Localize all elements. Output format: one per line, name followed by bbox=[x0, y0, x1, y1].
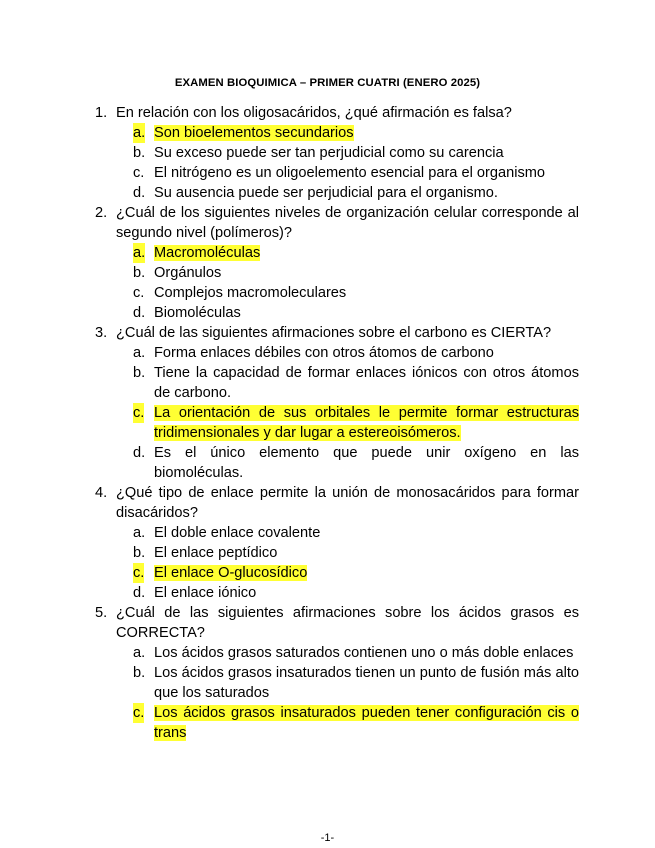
option-list bbox=[116, 343, 579, 483]
option-text: Los ácidos grasos saturados contienen uno o más doble enlaces bbox=[154, 645, 574, 661]
option-letter: b. bbox=[133, 545, 146, 561]
option-letter: c. bbox=[133, 565, 145, 581]
option-text: Tiene la capacidad de formar enlaces iónicos con otros átomos de carbono. bbox=[154, 365, 579, 401]
question-number: 1. bbox=[95, 105, 108, 121]
answer-option bbox=[133, 663, 579, 703]
answer-option bbox=[133, 303, 579, 323]
option-text: Macromoléculas bbox=[154, 245, 261, 261]
answer-option bbox=[133, 163, 579, 183]
option-text: Biomoléculas bbox=[154, 305, 241, 321]
question-text: ¿Cuál de las siguientes afirmaciones sobre los ácidos grasos es CORRECTA? bbox=[116, 605, 579, 641]
option-text: Son bioelementos secundarios bbox=[154, 125, 354, 141]
highlighted-answer-option bbox=[133, 563, 579, 583]
option-letter: b. bbox=[133, 265, 146, 281]
question-number: 4. bbox=[95, 485, 108, 501]
option-letter: c. bbox=[133, 705, 145, 721]
answer-option bbox=[133, 263, 579, 283]
question-number: 3. bbox=[95, 325, 108, 341]
question-number: 5. bbox=[95, 605, 108, 621]
option-letter: a. bbox=[133, 345, 146, 361]
option-letter: a. bbox=[133, 525, 146, 541]
option-letter: b. bbox=[133, 365, 146, 381]
option-letter: d. bbox=[133, 185, 146, 201]
answer-option bbox=[133, 443, 579, 483]
question-4 bbox=[95, 483, 579, 603]
answer-option bbox=[133, 583, 579, 603]
option-letter: b. bbox=[133, 665, 146, 681]
question-text: En relación con los oligosacáridos, ¿qué afirmación es falsa? bbox=[116, 105, 512, 121]
answer-option bbox=[133, 543, 579, 563]
question-text: ¿Cuál de las siguientes afirmaciones sobre el carbono es CIERTA? bbox=[116, 325, 552, 341]
answer-option bbox=[133, 143, 579, 163]
option-text: Orgánulos bbox=[154, 265, 222, 281]
question-3 bbox=[95, 323, 579, 483]
option-letter: c. bbox=[133, 165, 145, 181]
option-text: Los ácidos grasos insaturados pueden tener configuración cis o trans bbox=[154, 705, 579, 741]
answer-option bbox=[133, 183, 579, 203]
option-text: Los ácidos grasos insaturados tienen un punto de fusión más alto que los saturados bbox=[154, 665, 579, 701]
highlighted-answer-option bbox=[133, 703, 579, 743]
option-text: La orientación de sus orbitales le permite formar estructuras tridimensionales y dar lugar a estereoisómeros. bbox=[154, 405, 579, 441]
option-letter: c. bbox=[133, 285, 145, 301]
question-1 bbox=[95, 103, 579, 203]
answer-option bbox=[133, 283, 579, 303]
option-letter: a. bbox=[133, 245, 146, 261]
option-letter: b. bbox=[133, 145, 146, 161]
option-text: Forma enlaces débiles con otros átomos de carbono bbox=[154, 345, 494, 361]
option-text: El enlace peptídico bbox=[154, 545, 278, 561]
question-text: ¿Qué tipo de enlace permite la unión de monosacáridos para formar disacáridos? bbox=[116, 485, 579, 521]
question-list bbox=[95, 103, 579, 743]
page-number: -1- bbox=[320, 832, 335, 844]
answer-option bbox=[133, 343, 579, 363]
option-letter: a. bbox=[133, 125, 146, 141]
option-list bbox=[116, 643, 579, 743]
option-letter: d. bbox=[133, 445, 146, 461]
answer-option bbox=[133, 643, 579, 663]
option-text: Complejos macromoleculares bbox=[154, 285, 347, 301]
answer-option bbox=[133, 523, 579, 543]
question-number: 2. bbox=[95, 205, 108, 221]
question-text: ¿Cuál de los siguientes niveles de organización celular corresponde al segundo nivel (polímeros)? bbox=[116, 205, 579, 241]
option-list bbox=[116, 523, 579, 603]
option-letter: c. bbox=[133, 405, 145, 421]
option-text: El doble enlace covalente bbox=[154, 525, 321, 541]
option-text: El enlace iónico bbox=[154, 585, 257, 601]
option-text: Su exceso puede ser tan perjudicial como su carencia bbox=[154, 145, 504, 161]
option-text: El nitrógeno es un oligoelemento esencial para el organismo bbox=[154, 165, 546, 181]
question-5 bbox=[95, 603, 579, 743]
option-text: Es el único elemento que puede unir oxígeno en las biomoléculas. bbox=[154, 445, 579, 481]
option-list bbox=[116, 123, 579, 203]
option-letter: a. bbox=[133, 645, 146, 661]
question-2 bbox=[95, 203, 579, 323]
option-text: El enlace O-glucosídico bbox=[154, 565, 308, 581]
option-letter: d. bbox=[133, 585, 146, 601]
highlighted-answer-option bbox=[133, 123, 579, 143]
option-letter: d. bbox=[133, 305, 146, 321]
exam-title: EXAMEN BIOQUIMICA – PRIMER CUATRI (ENERO 2025) bbox=[174, 77, 481, 89]
answer-option bbox=[133, 363, 579, 403]
highlighted-answer-option bbox=[133, 243, 579, 263]
highlighted-answer-option bbox=[133, 403, 579, 443]
option-text: Su ausencia puede ser perjudicial para el organismo. bbox=[154, 185, 498, 201]
option-list bbox=[116, 243, 579, 323]
